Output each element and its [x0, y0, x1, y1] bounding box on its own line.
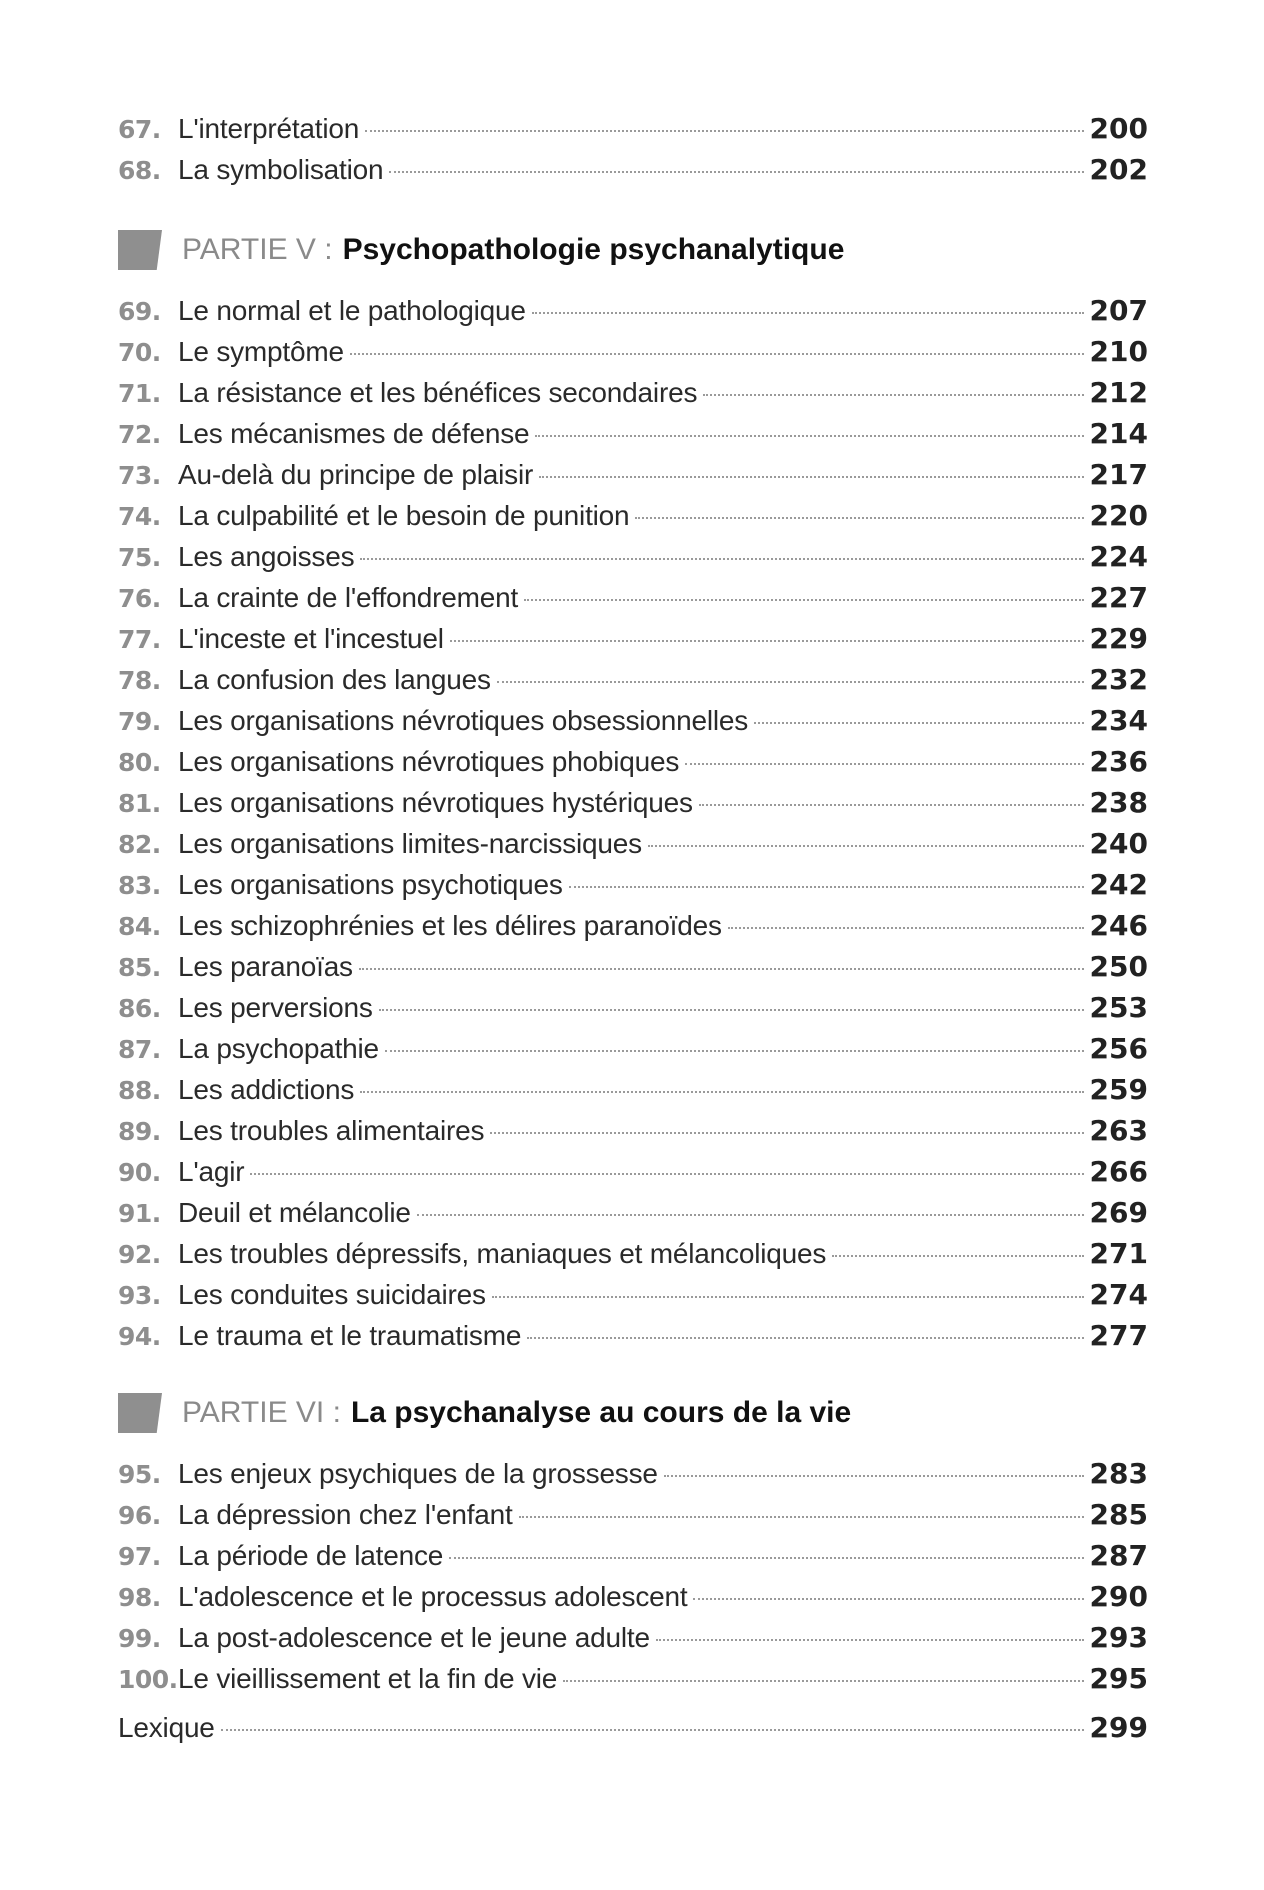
entry-number: 74. — [118, 502, 161, 531]
entry-page: 224 — [1089, 540, 1148, 573]
toc-entry[interactable] — [118, 1233, 1148, 1274]
toc-entry[interactable] — [118, 1315, 1148, 1356]
entry-page: 266 — [1089, 1155, 1148, 1188]
entry-page: 274 — [1089, 1278, 1148, 1311]
entry-page: 246 — [1089, 909, 1148, 942]
entry-page: 259 — [1089, 1073, 1148, 1106]
entry-page: 210 — [1089, 335, 1148, 368]
part-title: Psychopathologie psychanalytique — [342, 233, 845, 266]
entry-number: 84. — [118, 912, 161, 941]
entry-title: Les organisations névrotiques obsessionnelles — [178, 705, 749, 736]
entry-number: 80. — [118, 748, 161, 777]
part-marker-square — [118, 1393, 162, 1433]
entry-page: 256 — [1089, 1032, 1148, 1065]
dot-leader — [728, 927, 1084, 929]
toc-entry[interactable] — [118, 741, 1148, 782]
entry-page: 263 — [1089, 1114, 1148, 1147]
dot-leader — [417, 1214, 1084, 1216]
entry-title: L'adolescence et le processus adolescent — [178, 1581, 688, 1612]
entry-page: 299 — [1089, 1711, 1148, 1744]
entry-title: L'inceste et l'incestuel — [178, 623, 444, 654]
dot-leader — [569, 886, 1084, 888]
entry-number: 87. — [118, 1035, 161, 1064]
entry-number: 97. — [118, 1542, 161, 1571]
toc-entry[interactable] — [118, 823, 1148, 864]
part-v-heading — [118, 228, 1148, 272]
toc-section-part-vi — [118, 1453, 1148, 1699]
entry-page: 240 — [1089, 827, 1148, 860]
entry-page: 295 — [1089, 1662, 1148, 1695]
dot-leader — [365, 130, 1083, 132]
toc-entry[interactable] — [118, 495, 1148, 536]
dot-leader — [519, 1516, 1084, 1518]
entry-number: 89. — [118, 1117, 161, 1146]
entry-title: Les organisations psychotiques — [178, 869, 563, 900]
dot-leader — [664, 1475, 1084, 1477]
entry-title: Les mécanismes de défense — [178, 418, 530, 449]
dot-leader — [703, 394, 1083, 396]
toc-entry[interactable] — [118, 1658, 1148, 1699]
entry-page: 232 — [1089, 663, 1148, 696]
entry-page: 217 — [1089, 458, 1148, 491]
entry-page: 253 — [1089, 991, 1148, 1024]
entry-title: Le symptôme — [178, 336, 344, 367]
part-vi-heading — [118, 1391, 1148, 1435]
entry-title: Le normal et le pathologique — [178, 295, 526, 326]
entry-title: Les troubles alimentaires — [178, 1115, 485, 1146]
toc-entry[interactable] — [118, 1192, 1148, 1233]
entry-page: 285 — [1089, 1498, 1148, 1531]
toc-entry[interactable] — [118, 1453, 1148, 1494]
dot-leader — [250, 1173, 1083, 1175]
entry-number: 90. — [118, 1158, 161, 1187]
entry-title: La culpabilité et le besoin de punition — [178, 500, 630, 531]
entry-number: 75. — [118, 543, 161, 572]
dot-leader — [450, 640, 1084, 642]
entry-title: L'interprétation — [178, 113, 360, 144]
entry-title: Les organisations névrotiques phobiques — [178, 746, 680, 777]
dot-leader — [527, 1337, 1083, 1339]
entry-number: 71. — [118, 379, 161, 408]
toc-entry[interactable] — [118, 413, 1148, 454]
entry-number: 99. — [118, 1624, 161, 1653]
entry-title: Les conduites suicidaires — [178, 1279, 486, 1310]
toc-entry[interactable] — [118, 864, 1148, 905]
toc-entry-lexique[interactable] — [118, 1707, 1148, 1748]
entry-title: Les addictions — [178, 1074, 355, 1105]
dot-leader — [699, 804, 1084, 806]
entry-title: L'agir — [178, 1156, 245, 1187]
entry-page: 229 — [1089, 622, 1148, 655]
toc-entry[interactable] — [118, 331, 1148, 372]
toc-entry[interactable] — [118, 1028, 1148, 1069]
entry-page: 269 — [1089, 1196, 1148, 1229]
entry-title: Lexique — [118, 1712, 215, 1743]
dot-leader — [535, 435, 1083, 437]
toc-section-part-v — [118, 290, 1148, 1356]
entry-title: Le vieillissement et la fin de vie — [178, 1663, 558, 1694]
dot-leader — [656, 1639, 1084, 1641]
entry-title: Les enjeux psychiques de la grossesse — [178, 1458, 658, 1489]
dot-leader — [497, 681, 1084, 683]
entry-page: 250 — [1089, 950, 1148, 983]
entry-title: La post-adolescence et le jeune adulte — [178, 1622, 650, 1653]
entry-title: La symbolisation — [178, 154, 384, 185]
toc-entry[interactable] — [118, 1617, 1148, 1658]
entry-page: 283 — [1089, 1457, 1148, 1490]
toc-section-lexique — [118, 1707, 1148, 1748]
toc-entry[interactable] — [118, 454, 1148, 495]
entry-number: 100. — [118, 1665, 178, 1694]
toc-entry[interactable] — [118, 618, 1148, 659]
entry-title: La dépression chez l'enfant — [178, 1499, 513, 1530]
toc-entry[interactable] — [118, 987, 1148, 1028]
entry-title: Le trauma et le traumatisme — [178, 1320, 522, 1351]
entry-number: 70. — [118, 338, 161, 367]
toc-entry[interactable] — [118, 1576, 1148, 1617]
toc-section-top — [118, 108, 1148, 190]
entry-number: 69. — [118, 297, 161, 326]
entry-page: 220 — [1089, 499, 1148, 532]
entry-page: 287 — [1089, 1539, 1148, 1572]
dot-leader — [350, 353, 1084, 355]
entry-number: 77. — [118, 625, 161, 654]
part-title: La psychanalyse au cours de la vie — [350, 1396, 852, 1429]
toc-entry[interactable] — [118, 108, 1148, 149]
entry-number: 91. — [118, 1199, 161, 1228]
entry-page: 290 — [1089, 1580, 1148, 1613]
entry-page: 242 — [1089, 868, 1148, 901]
toc-entry[interactable] — [118, 372, 1148, 413]
dot-leader — [524, 599, 1083, 601]
entry-number: 79. — [118, 707, 161, 736]
dot-leader — [360, 558, 1083, 560]
entry-page: 236 — [1089, 745, 1148, 778]
dot-leader — [685, 763, 1083, 765]
entry-number: 72. — [118, 420, 161, 449]
entry-number: 92. — [118, 1240, 161, 1269]
entry-page: 238 — [1089, 786, 1148, 819]
dot-leader — [359, 968, 1084, 970]
dot-leader — [389, 171, 1083, 173]
entry-number: 96. — [118, 1501, 161, 1530]
part-label: PARTIE VI : — [182, 1396, 341, 1429]
entry-page: 271 — [1089, 1237, 1148, 1270]
entry-number: 93. — [118, 1281, 161, 1310]
toc-entry[interactable] — [118, 782, 1148, 823]
part-label: PARTIE V : — [182, 233, 333, 266]
entry-title: La crainte de l'effondrement — [178, 582, 519, 613]
entry-page: 202 — [1089, 153, 1148, 186]
entry-page: 277 — [1089, 1319, 1148, 1352]
entry-number: 81. — [118, 789, 161, 818]
dot-leader — [532, 312, 1084, 314]
entry-page: 234 — [1089, 704, 1148, 737]
entry-title: Les organisations limites-narcissiques — [178, 828, 642, 859]
toc-entry[interactable] — [118, 1535, 1148, 1576]
dot-leader — [754, 722, 1084, 724]
entry-number: 88. — [118, 1076, 161, 1105]
dot-leader — [379, 1009, 1084, 1011]
entry-number: 83. — [118, 871, 161, 900]
toc-entry[interactable] — [118, 1494, 1148, 1535]
entry-page: 200 — [1089, 112, 1148, 145]
toc-entry[interactable] — [118, 1110, 1148, 1151]
entry-number: 73. — [118, 461, 161, 490]
toc-entry[interactable] — [118, 290, 1148, 331]
entry-number: 76. — [118, 584, 161, 613]
entry-page: 214 — [1089, 417, 1148, 450]
toc-entry[interactable] — [118, 905, 1148, 946]
entry-number: 86. — [118, 994, 161, 1023]
dot-leader — [693, 1598, 1083, 1600]
dot-leader — [539, 476, 1083, 478]
entry-number: 78. — [118, 666, 161, 695]
entry-number: 85. — [118, 953, 161, 982]
dot-leader — [648, 845, 1084, 847]
toc-entry[interactable] — [118, 536, 1148, 577]
dot-leader — [449, 1557, 1083, 1559]
entry-number: 94. — [118, 1322, 161, 1351]
entry-page: 212 — [1089, 376, 1148, 409]
entry-title: La période de latence — [178, 1540, 444, 1571]
entry-title: Les paranoïas — [178, 951, 353, 982]
entry-title: Deuil et mélancolie — [178, 1197, 411, 1228]
entry-number: 67. — [118, 115, 161, 144]
toc-entry[interactable] — [118, 577, 1148, 618]
dot-leader — [490, 1132, 1083, 1134]
entry-title: La psychopathie — [178, 1033, 379, 1064]
entry-title: Les angoisses — [178, 541, 355, 572]
toc-entry[interactable] — [118, 946, 1148, 987]
entry-page: 227 — [1089, 581, 1148, 614]
dot-leader — [832, 1255, 1083, 1257]
entry-number: 82. — [118, 830, 161, 859]
part-marker-square — [118, 230, 162, 270]
toc-entry[interactable] — [118, 1069, 1148, 1110]
dot-leader — [221, 1729, 1084, 1731]
toc-entry[interactable] — [118, 1151, 1148, 1192]
entry-page: 207 — [1089, 294, 1148, 327]
toc-entry[interactable] — [118, 1274, 1148, 1315]
dot-leader — [385, 1050, 1084, 1052]
dot-leader — [360, 1091, 1083, 1093]
entry-title: La résistance et les bénéfices secondaires — [178, 377, 698, 408]
entry-title: Les troubles dépressifs, maniaques et mélancoliques — [178, 1238, 827, 1269]
dot-leader — [492, 1296, 1084, 1298]
entry-title: Les organisations névrotiques hystériques — [178, 787, 693, 818]
entry-number: 98. — [118, 1583, 161, 1612]
entry-title: Au-delà du principe de plaisir — [178, 459, 534, 490]
entry-title: La confusion des langues — [178, 664, 491, 695]
entry-title: Les perversions — [178, 992, 373, 1023]
toc-entry[interactable] — [118, 659, 1148, 700]
toc-entry[interactable] — [118, 700, 1148, 741]
dot-leader — [563, 1680, 1083, 1682]
entry-title: Les schizophrénies et les délires paranoïdes — [178, 910, 722, 941]
entry-number: 68. — [118, 156, 161, 185]
toc-entry[interactable] — [118, 149, 1148, 190]
entry-number: 95. — [118, 1460, 161, 1489]
dot-leader — [635, 517, 1083, 519]
entry-page: 293 — [1089, 1621, 1148, 1654]
